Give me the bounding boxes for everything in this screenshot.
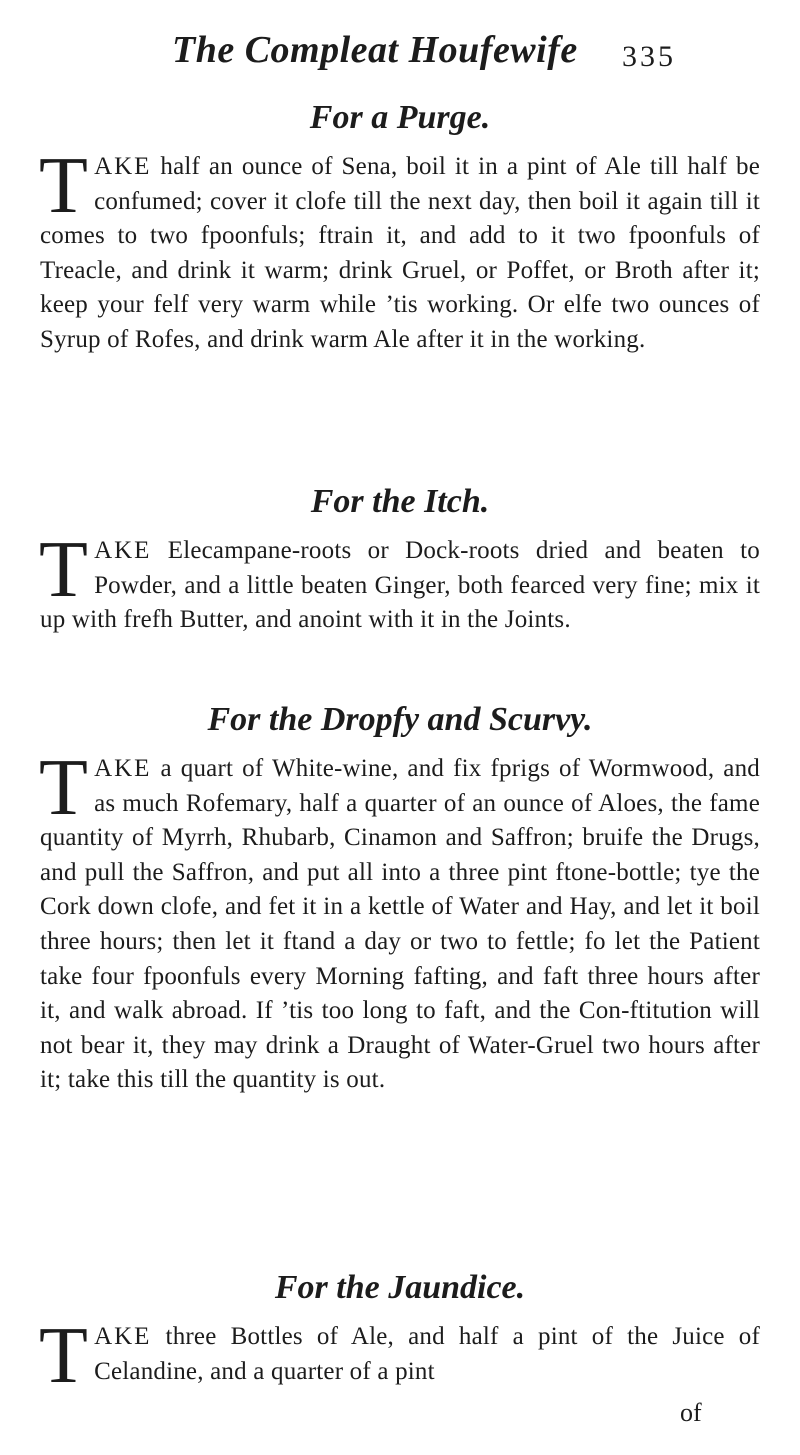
section-paragraph	[39, 526, 760, 638]
drop-cap: T	[39, 744, 89, 832]
section-heading: For the Itch.	[310, 483, 490, 520]
lead-word: AKE	[94, 755, 152, 782]
section-heading: For the Dropfy and Scurvy.	[207, 701, 593, 738]
catchword: of	[680, 1398, 702, 1427]
section-paragraph	[39, 142, 760, 358]
section-heading: For a Purge.	[309, 99, 491, 136]
page-number: 335	[622, 40, 676, 73]
drop-cap: T	[39, 526, 89, 614]
drop-cap: T	[39, 142, 89, 230]
section-itch	[40, 476, 760, 638]
paragraph-text: half an ounce of Sena, boil it in a pint of Ale till half be confumed; cover it clofe till the next day, then boil it again till it comes to two fpoonfuls; ftrain it, and add to it two fpoonfuls of Treacle, and drink it warm; drink Gruel, or Poffet, or Broth after it; keep your felf very warm while ’tis working. Or elfe two ounces of Syrup of Rofes, and drink warm Ale after it in the working.	[40, 153, 760, 353]
section-heading: For the Jaundice.	[274, 1269, 526, 1306]
paragraph-text: three Bottles of Ale, and half a pint of the Juice of Celandine, and a quarter of a pint	[94, 1323, 760, 1385]
section-paragraph	[39, 744, 760, 1098]
paragraph-text: a quart of White-wine, and fix fprigs of Wormwood, and as much Rofemary, half a quarter of an ounce of Aloes, the fame quantity of Myrrh, Rhubarb, Cinamon and Saffron; bruife the Drugs, and pull the Saffron, and put all into a three pint ftone-bottle; tye the Cork down clofe, and fet it in a kettle of Water and Hay, and let it boil three hours; then let it ftand a day or two to fettle; fo let the Patient take four fpoonfuls every Morning fafting, and faft three hours after it, and walk abroad. If ’tis too long to faft, and the Con-ftitution will not bear it, they may drink a Draught of Water-Gruel two hours after it; take this till the quantity is out.	[40, 755, 760, 1094]
paragraph-text: Elecampane-roots or Dock-roots dried and beaten to Powder, and a little beaten Ginger, both fearced very fine; mix it up with frefh Butter, and anoint with it in the Joints.	[40, 537, 760, 634]
drop-cap: T	[39, 1312, 89, 1400]
section-purge	[40, 92, 760, 358]
lead-word: AKE	[94, 153, 152, 180]
section-paragraph	[39, 1312, 760, 1400]
section-jaundice	[39, 1262, 760, 1400]
running-head-title: The Compleat Houfewife	[172, 29, 578, 71]
lead-word: AKE	[94, 1323, 152, 1350]
section-dropsy-scurvy	[40, 694, 760, 1098]
lead-word: AKE	[94, 537, 152, 564]
